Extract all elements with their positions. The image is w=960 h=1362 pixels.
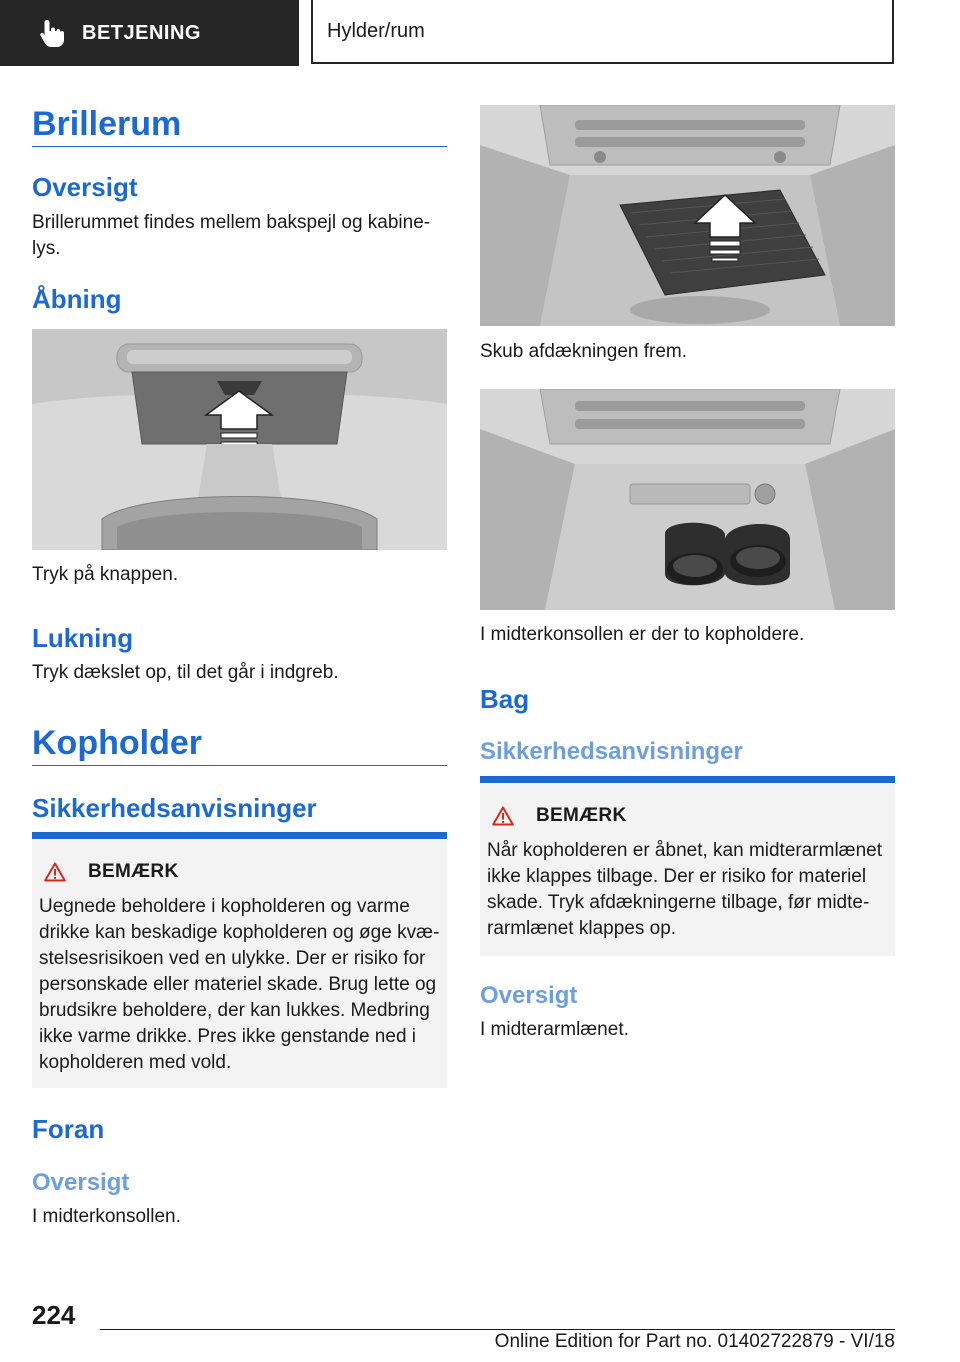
subheading-sikkerhedsanvisninger: Sikkerhedsanvisninger [480, 738, 743, 765]
warning-title: BEMÆRK [88, 861, 179, 882]
figure-cup-holders [480, 389, 895, 610]
pointing-hand-icon [38, 18, 66, 48]
section-tab [0, 0, 299, 66]
heading-kopholder: Kopholder [32, 724, 202, 762]
caption-skub: Skub afdækningen frem. [480, 341, 688, 362]
warning-box [480, 783, 895, 956]
heading-lukning: Lukning [32, 623, 134, 653]
warning-triangle-icon [44, 862, 66, 882]
figure-glasses-compartment [32, 329, 447, 550]
heading-bag: Bag [480, 684, 530, 714]
warning-bar [480, 776, 895, 783]
caption-aabning: Tryk på knappen. [32, 564, 179, 585]
warning-box [32, 839, 447, 1088]
section-label: BETJENING [82, 21, 201, 44]
subheading-oversigt: Oversigt [480, 982, 578, 1009]
paragraph-oversigt: Brillerummet findes mellem bakspejl og kabinelys. [32, 212, 431, 259]
footer-edition: Online Edition for Part no. 01402722879 - VI/18 [494, 1331, 895, 1352]
figure-console-cover [480, 105, 895, 326]
heading-rule [32, 765, 447, 766]
warning-bar [32, 832, 447, 839]
subheading-oversigt: Oversigt [32, 1169, 130, 1196]
paragraph-midterkonsol: I midterkonsollen. [32, 1206, 181, 1227]
warning-triangle-icon [492, 806, 514, 826]
caption-to-kopholdere: I midterkonsollen er der to kopholdere. [480, 624, 805, 645]
heading-sikkerhedsanvisninger: Sikkerhedsanvisninger [32, 793, 317, 823]
warning-title: BEMÆRK [536, 805, 627, 826]
heading-rule [32, 146, 447, 147]
warning-text: Uegnede beholdere i kopholderen og varme drikke kan beskadige kopholderen og øge kvæstelsesrisikoen ved en ulykke. Der er risiko for personskade eller materiel skade. Brug lette og brudsikre beholdere, der kan lukkes. Medbring ikke varme drikke. Pres ikke genstande ned i kopholderen med vold. [39, 896, 440, 1073]
subsection-tab [311, 0, 894, 64]
subsection-label: Hylder/rum [327, 19, 425, 42]
footer-rule [100, 1329, 895, 1330]
paragraph-lukning: Tryk dækslet op, til det går i indgreb. [32, 662, 339, 683]
paragraph-midterarmlaen: I midterarmlænet. [480, 1019, 629, 1040]
heading-foran: Foran [32, 1114, 105, 1144]
warning-header [44, 861, 178, 883]
heading-brillerum: Brillerum [32, 105, 182, 143]
warning-header [492, 805, 626, 827]
heading-aabning: Åbning [32, 284, 122, 314]
page-number: 224 [32, 1300, 76, 1330]
page-header [0, 0, 960, 66]
heading-oversigt: Oversigt [32, 172, 138, 202]
warning-text: Når kopholderen er åbnet, kan midterarmlænet ikke klappes tilbage. Der er risiko for materiel skade. Tryk afdækningerne tilbage, før midterarmlænet klappes op. [487, 840, 882, 939]
